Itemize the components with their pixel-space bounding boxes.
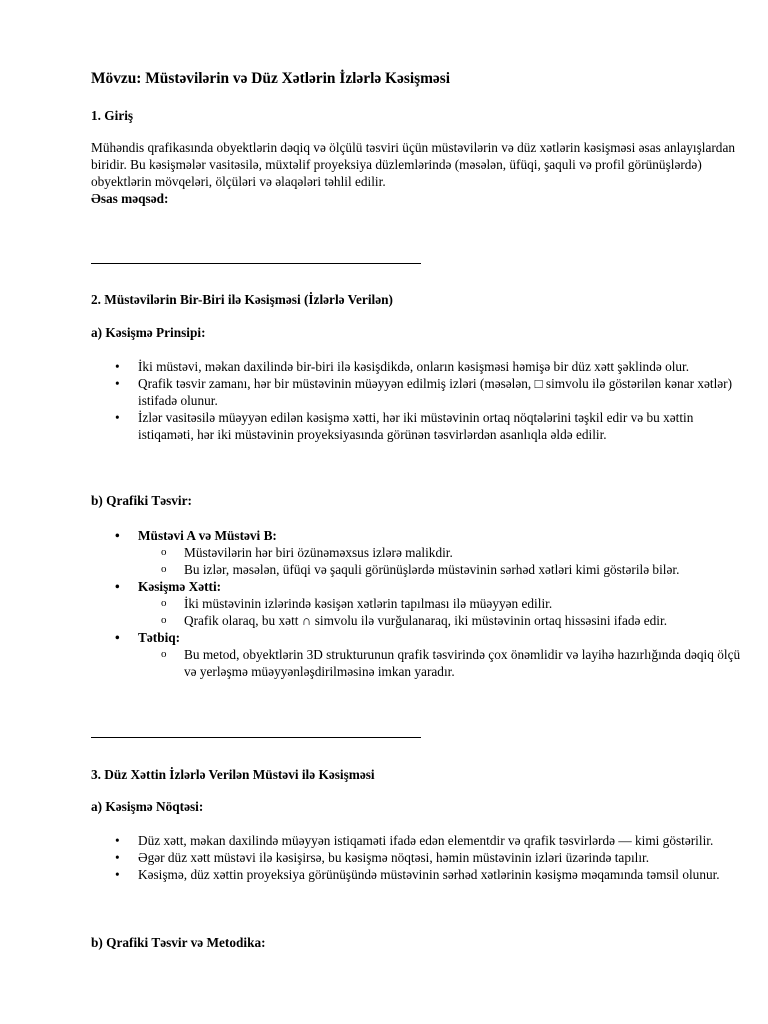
document-title: Mövzu: Müstəvilərin və Düz Xətlərin İzlərlə Kəsişməsi xyxy=(91,70,451,87)
sub-list-item: o Qrafik olaraq, bu xətt ∩ simvolu ilə vurğulanaraq, iki müstəvinin ortaq hissəsini ifadə edir. xyxy=(91,612,741,629)
list-item-label: • Kəsişmə Xətti: xyxy=(91,578,741,595)
section-divider xyxy=(91,737,421,738)
intro-paragraph xyxy=(91,139,741,207)
list-item: • Qrafik təsvir zamanı, hər bir müstəvinin müəyyən edilmiş izləri (məsələn, □ simvolu ilə göstərilən kənar xətlər) istifadə olunur. xyxy=(91,375,741,409)
sub-list-item: o İki müstəvinin izlərində kəsişən xətlərin tapılması ilə müəyyən edilir. xyxy=(91,595,741,612)
list-item: • İki müstəvi, məkan daxilində bir-biri ilə kəsişdikdə, onların kəsişməsi həmişə bir düz xətt şəklində olur. xyxy=(91,358,741,375)
section3-a-heading: a) Kəsişmə Nöqtəsi: xyxy=(91,799,204,814)
list-item: • Kəsişmə, düz xəttin proyeksiya görünüşündə müstəvinin sərhəd xətlərinin kəsişmə məqamında təmsil olunur. xyxy=(91,866,741,883)
section2-a-list xyxy=(91,358,741,443)
section2-heading: 2. Müstəvilərin Bir-Biri ilə Kəsişməsi (İzlərlə Verilən) xyxy=(91,292,393,307)
sub-list-item: o Bu metod, obyektlərin 3D strukturunun qrafik təsvirində çox önəmlidir və layihə hazırlığında dəqiq ölçü və yerləşmə müəyyənləşdirilməsinə imkan yaradır. xyxy=(91,646,741,680)
section3-b-heading: b) Qrafiki Təsvir və Metodika: xyxy=(91,935,266,950)
goal-label: Əsas məqsəd: xyxy=(91,191,169,206)
sub-list-item: o Müstəvilərin hər biri özünəməxsus izlərə malikdir. xyxy=(91,544,741,561)
section2-b-heading: b) Qrafiki Təsvir: xyxy=(91,493,192,508)
section-divider xyxy=(91,263,421,264)
list-item: • Əgər düz xətt müstəvi ilə kəsişirsə, bu kəsişmə nöqtəsi, həmin müstəvinin izləri üzərində tapılır. xyxy=(91,849,741,866)
list-item: • İzlər vasitəsilə müəyyən edilən kəsişmə xətti, hər iki müstəvinin ortaq nöqtələrini təşkil edir və bu xəttin istiqaməti, hər iki müstəvinin proyeksiyasında görünən təsvirlərdən asanlıqla əldə edilir. xyxy=(91,409,741,443)
sub-list-item: o Bu izlər, məsələn, üfüqi və şaquli görünüşlərdə müstəvinin sərhəd xətləri kimi göstərilə bilər. xyxy=(91,561,741,578)
section3-heading: 3. Düz Xəttin İzlərlə Verilən Müstəvi ilə Kəsişməsi xyxy=(91,767,375,782)
intro-heading: 1. Giriş xyxy=(91,108,134,123)
list-item-label: • Müstəvi A və Müstəvi B: xyxy=(91,527,741,544)
list-item-label: • Tətbiq: xyxy=(91,629,741,646)
list-item: • Düz xətt, məkan daxilində müəyyən istiqaməti ifadə edən elementdir və qrafik təsvirlərdə — kimi göstərilir. xyxy=(91,832,741,849)
section2-a-heading: a) Kəsişmə Prinsipi: xyxy=(91,325,206,340)
intro-text: Mühəndis qrafikasında obyektlərin dəqiq və ölçülü təsviri üçün müstəvilərin və düz xətlərin kəsişməsi əsas anlayışlardan biridir. Bu kəsişmələr vasitəsilə, müxtəlif proyeksiya düzlemlərində (məsələn, üfüqi, şaquli və profil görünüşlərdə) obyektlərin mövqeləri, ölçüləri və əlaqələri təhlil edilir. xyxy=(91,140,735,189)
section2-b-list xyxy=(91,527,741,680)
section3-a-list xyxy=(91,832,741,883)
